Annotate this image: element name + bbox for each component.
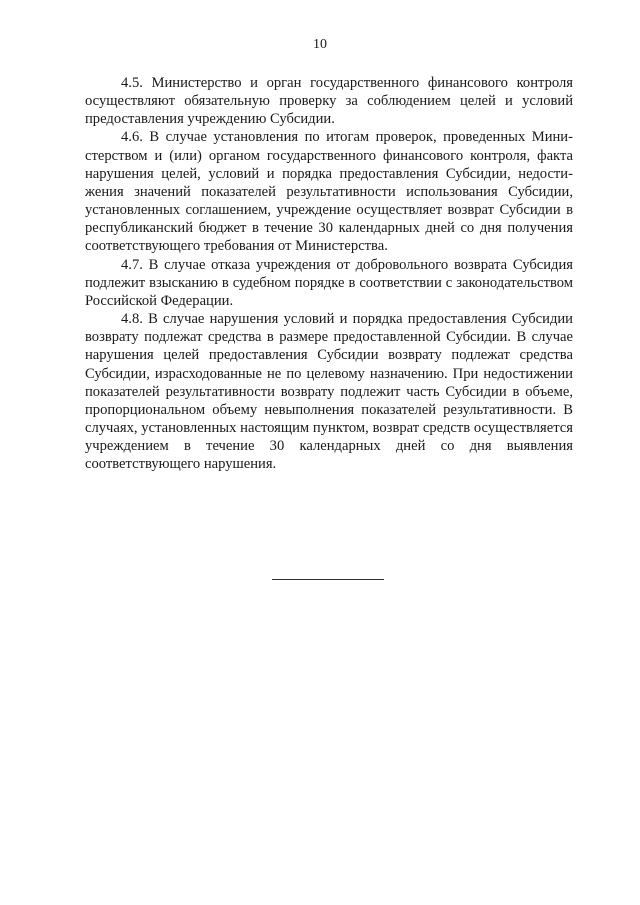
paragraph-4-6: 4.6. В случае установления по итогам проверок, проведенных Министерством и (или) органом государственного финансового контроля, факта нарушения целей, условий и порядка предоставления Субсидии, недостижения значений показателей результативности использования Субсидии, установленных соглашением, учреждение осуществляет возврат Субсидии в республиканский бюджет в течение 30 календарных дней со дня получения соответствующего требования от Министерства. [85, 129, 573, 255]
page-number: 10 [313, 37, 327, 52]
end-separator-line [272, 579, 384, 580]
document-body [85, 74, 573, 473]
paragraph-4-7: 4.7. В случае отказа учреждения от добровольного возврата Субсидия подлежит взысканию в судебном порядке в соответствии с законодательством Российской Федерации. [85, 256, 573, 309]
paragraph-4-5: 4.5. Министерство и орган государственного финансового контроля осуществляют обязательную проверку за соблюдением целей и условий предоставления учреждению Субсидии. [85, 75, 573, 128]
paragraph-4-8: 4.8. В случае нарушения условий и порядка предоставления Субсидии возврату подлежат средства в размере предоставленной Субсидии. В случае нарушения целей предоставления Субсидии возврату подлежат средства Субсидии, израсходованные не по целевому назначению. При недостижении показателей результативности возврату подлежит часть Субсидии в объеме, пропорциональном объему невыполнения показателей результативности. В случаях, установленных настоящим пунктом, возврат средств осуществляется учреждением в течение 30 календарных дней со дня выявления соответствующего нарушения. [85, 311, 573, 473]
